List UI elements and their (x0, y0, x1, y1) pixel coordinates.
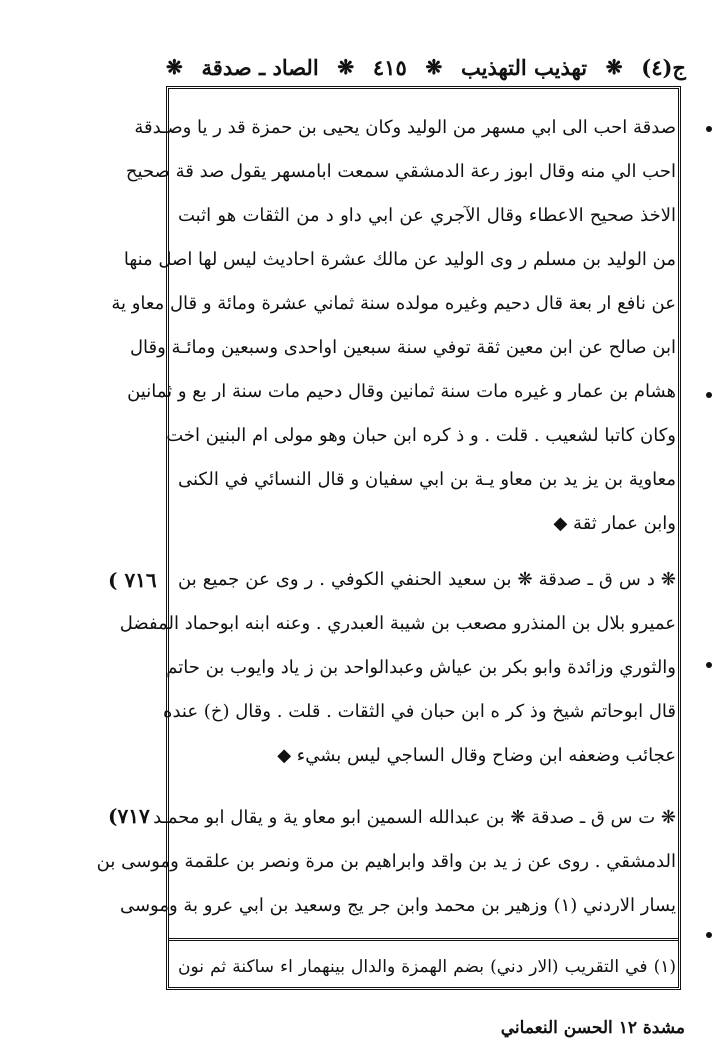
body-line: عن نافع ار بعة قال دحيم وغيره مولده سنة ثماني عشرة ومائة و قال معاو ية (111, 293, 676, 314)
entry-717-line: ❋ ت س ق ـ صدقة ❋ بن عبدالله السمين ابو معاو ية و يقال ابو محمـد (153, 807, 676, 828)
ornament-icon: ❋ (337, 55, 355, 79)
entry-716-line: عجائب وضعفه ابن وضاح وقال الساجي ليس بشيء ◆ (277, 745, 676, 766)
entry-number-716: ( ٧١٦ (108, 568, 157, 592)
entry-716-line: قال ابوحاتم شيخ وذ كر ه ابن حبان في الثقات . قلت . وقال (خ) عنده (163, 701, 676, 722)
ornament-icon: ❋ (605, 55, 623, 79)
body-line: من الوليد بن مسلم ر وى الوليد عن مالك عشرة احاديث ليس لها اصل منها (123, 249, 676, 270)
page-header (166, 48, 686, 86)
printer-mark: مشدة ١٢ الحسن النعماني (500, 1018, 685, 1038)
footnote: (١) في التقريب (الار دني) بضم الهمزة والدال بينهمار اء ساكنة ثم نون (178, 957, 676, 977)
body-line: احب الي منه وقال ابوز رعة الدمشقي سمعت ابامسهر يقول صد قة صحيح (125, 161, 676, 182)
volume-label: ج(٤) (641, 54, 686, 80)
entry-717-line: الدمشقي . روى عن ز يد بن واقد وابراهيم بن مرة ونصر بن علقمة وموسى بن (96, 851, 676, 872)
body-line: معاوية بن يز يد بن معاو يـة بن ابي سفيان و قال النسائي في الكنى (178, 469, 676, 490)
body-line: هشام بن عمار و غيره مات سنة ثمانين وقال دحيم مات سنة ار بع و ثمانين (127, 381, 676, 402)
body-line: وابن عمار ثقة ◆ (553, 513, 676, 534)
body-line: صدقة احب الى ابي مسهر من الوليد وكان يحيى بن حمزة قد ر يا وصـدقة (134, 117, 676, 138)
margin-dot (706, 662, 712, 668)
body-line: ابن صالح عن ابن معين ثقة توفي سنة سبعين اواحدى وسبعين ومائـة وقال (129, 337, 676, 358)
ornament-icon: ❋ (166, 55, 183, 79)
margin-dot (706, 932, 712, 938)
footnote-divider (169, 938, 678, 941)
book-title: تهذيب التهذيب (460, 54, 588, 80)
section-title: الصاد ـ صدقة (201, 54, 319, 80)
page-number: ٤١٥ (372, 54, 407, 80)
entry-716-line: عميرو بلال بن المنذرو مصعب بن شيبة العبدري . وعنه ابنه ابوحماد المفضل (119, 613, 676, 634)
body-line: الاخذ صحيح الاعطاء وقال الآجري عن ابي داو د من الثقات هو اثبت (178, 205, 676, 226)
ornament-icon: ❋ (425, 55, 443, 79)
entry-number-717: (٧١٧ (108, 804, 150, 828)
margin-dot (706, 392, 712, 398)
body-line: وكان كاتبا لشعيب . قلت . و ذ كره ابن حبان وهو مولى ام البنين اخت (166, 425, 676, 446)
entry-716-line: والثوري وزائدة وابو بكر بن عياش وعبدالواحد بن ز ياد وايوب بن حاتم (166, 657, 676, 678)
margin-dot (706, 126, 712, 132)
entry-717-line: يسار الاردني (١) وزهير بن محمد وابن جر يج وسعيد بن ابي عرو بة وموسى (119, 895, 676, 916)
entry-716-line: ❋ د س ق ـ صدقة ❋ بن سعيد الحنفي الكوفي . ر وى عن جميع بن (178, 569, 676, 590)
